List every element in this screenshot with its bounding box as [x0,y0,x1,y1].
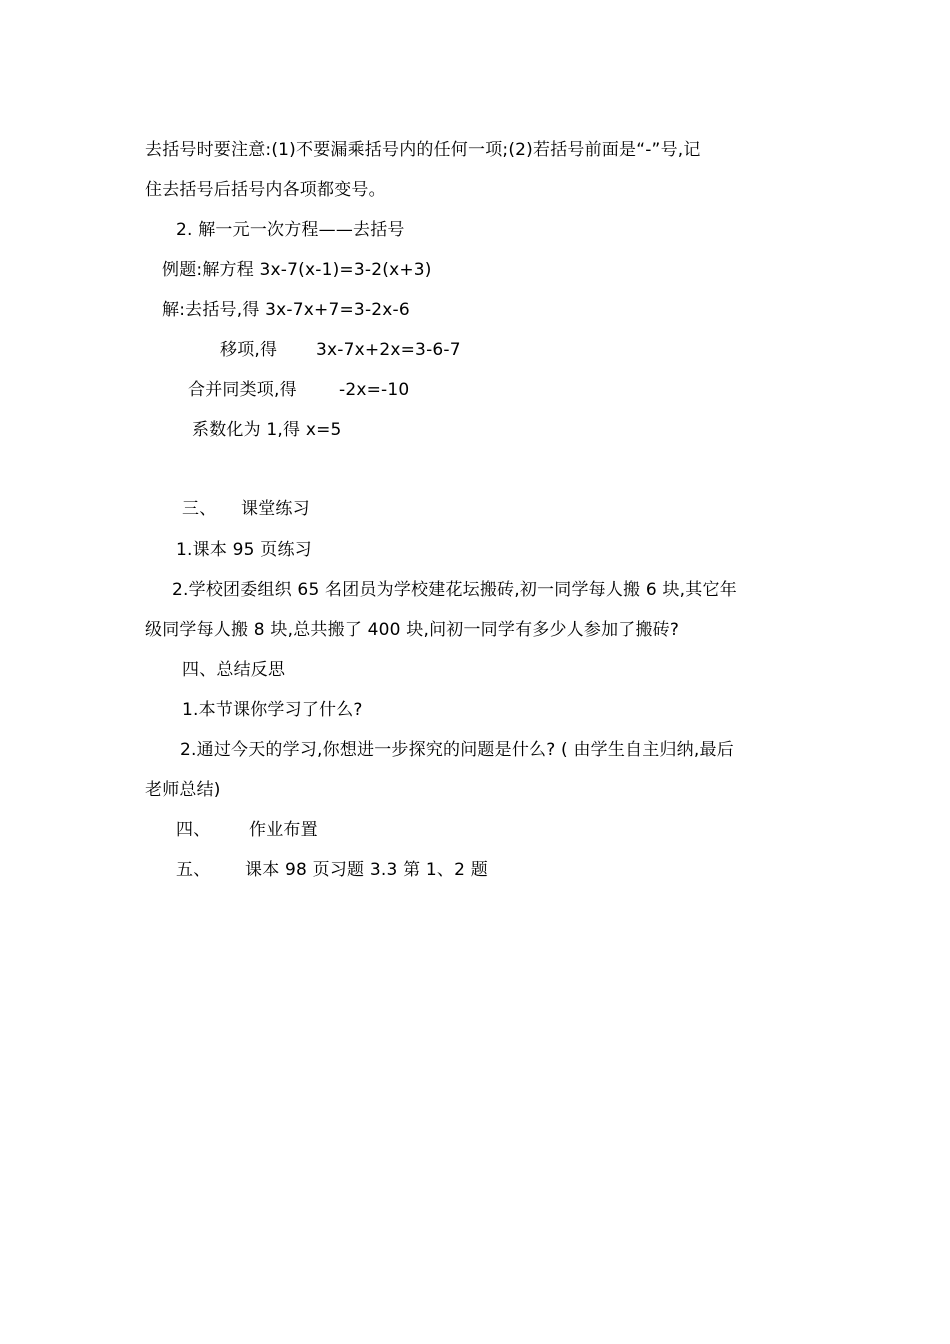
section-number-five: 五、 [176,860,211,880]
solution-step-transpose-label: 移项,得 [220,340,278,360]
paragraph-note-line-2: 住去括号后括号内各项都变号。 [145,180,386,200]
summary-item-2-line-2: 老师总结) [145,780,221,800]
summary-item-1: 1.本节课你学习了什么? [182,700,363,720]
example-problem: 例题:解方程 3x-7(x-1)=3-2(x+3) [162,260,432,280]
paragraph-note-line-1: 去括号时要注意:(1)不要漏乘括号内的任何一项;(2)若括号前面是“-”号,记 [145,140,701,160]
section-heading-solve-equation: 2. 解一元一次方程——去括号 [176,220,405,240]
practice-item-2-line-1: 2.学校团委组织 65 名团员为学校建花坛搬砖,初一同学每人搬 6 块,其它年 [172,580,737,600]
section-title-practice: 课堂练习 [241,499,310,519]
summary-item-2-line-1: 2.通过今天的学习,你想进一步探究的问题是什么? ( 由学生自主归纳,最后 [180,740,734,760]
solution-step-coefficient: 系数化为 1,得 x=5 [192,420,342,440]
section-title-summary: 四、总结反思 [182,660,286,680]
solution-step-combine-label: 合并同类项,得 [188,380,297,400]
homework-assignment: 课本 98 页习题 3.3 第 1、2 题 [245,860,488,880]
practice-item-1: 1.课本 95 页练习 [176,540,312,560]
section-number-four: 四、 [176,820,211,840]
section-number-three: 三、 [182,499,217,519]
solution-step-combine-equation: -2x=-10 [339,380,410,400]
section-title-homework: 作业布置 [249,820,318,840]
solution-step-transpose-equation: 3x-7x+2x=3-6-7 [316,340,461,360]
practice-item-2-line-2: 级同学每人搬 8 块,总共搬了 400 块,问初一同学有多少人参加了搬砖? [145,620,680,640]
solution-step-remove-brackets: 解:去括号,得 3x-7x+7=3-2x-6 [162,300,410,320]
